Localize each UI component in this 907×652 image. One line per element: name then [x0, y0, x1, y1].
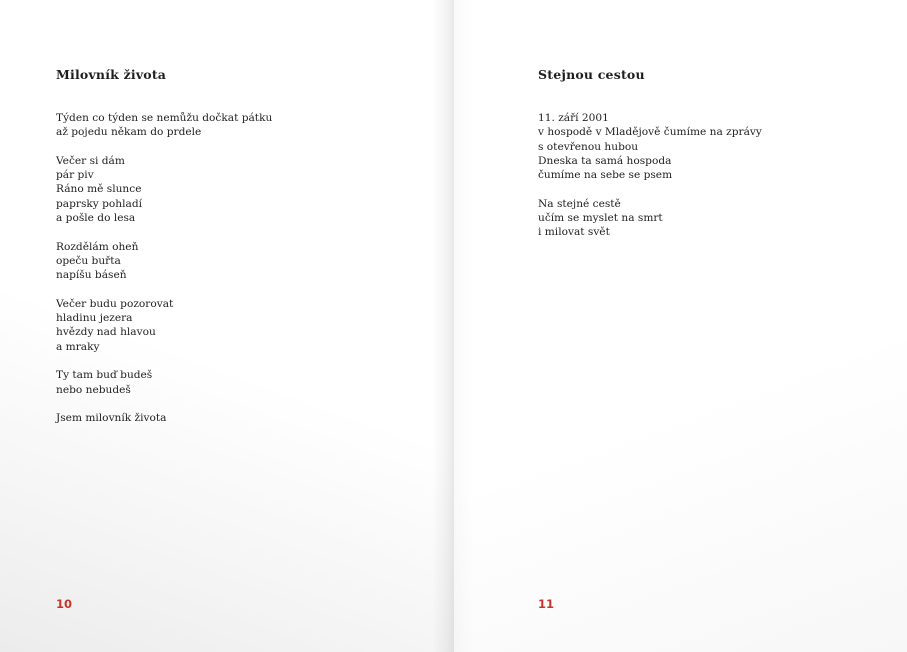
poem-line: a mraky — [56, 340, 100, 353]
poem-line: nebo nebudeš — [56, 383, 131, 396]
poem-line: Týden co týden se nemůžu dočkat pátku — [56, 112, 273, 124]
poem-line: čumíme na sebe se psem — [538, 169, 673, 182]
stanza — [56, 154, 272, 225]
poem-line: až pojedu někam do prdele — [56, 126, 202, 139]
poem-line: Jsem milovník života — [56, 412, 167, 425]
poem-line: i milovat svět — [538, 226, 610, 239]
gutter-shadow — [432, 0, 454, 652]
poem-line: Ráno mě slunce — [56, 183, 142, 196]
poem-line: s otevřenou hubou — [538, 140, 639, 153]
poem-title: Stejnou cestou — [538, 67, 645, 82]
poem-line: Večer si dám — [56, 154, 125, 167]
poem-line: Na stejné cestě — [538, 197, 621, 210]
stanza — [56, 368, 272, 397]
poem-line: v hospodě v Mladějově čumíme na zprávy — [538, 126, 762, 139]
stanza — [56, 111, 272, 140]
poem-line: hvězdy nad hlavou — [56, 326, 156, 339]
poem-body — [538, 111, 762, 254]
poem-line: Ty tam buď budeš — [56, 369, 153, 382]
poem-body — [56, 111, 272, 440]
poem-line: hladinu jezera — [56, 312, 133, 325]
poem-line: pár piv — [56, 169, 94, 182]
stanza — [56, 297, 272, 354]
gutter-shadow — [454, 0, 474, 652]
poem-line: napíšu báseň — [56, 269, 127, 282]
poem-line: paprsky pohladí — [56, 197, 143, 210]
poem-line: opeču buřta — [56, 254, 121, 267]
page-number: 10 — [56, 597, 73, 611]
stanza — [538, 111, 762, 182]
poem-line: učím se myslet na smrt — [538, 212, 663, 225]
page-number: 11 — [538, 597, 555, 611]
stanza — [56, 240, 272, 283]
poem-line: a pošle do lesa — [56, 212, 136, 225]
right-page — [454, 0, 907, 652]
stanza — [56, 411, 272, 425]
stanza — [538, 197, 762, 240]
poem-line: Dneska ta samá hospoda — [538, 154, 672, 167]
poem-line: Večer budu pozorovat — [56, 297, 174, 310]
poem-line: 11. září 2001 — [538, 112, 609, 124]
poem-title: Milovník života — [56, 67, 167, 82]
poem-line: Rozdělám oheň — [56, 240, 139, 253]
